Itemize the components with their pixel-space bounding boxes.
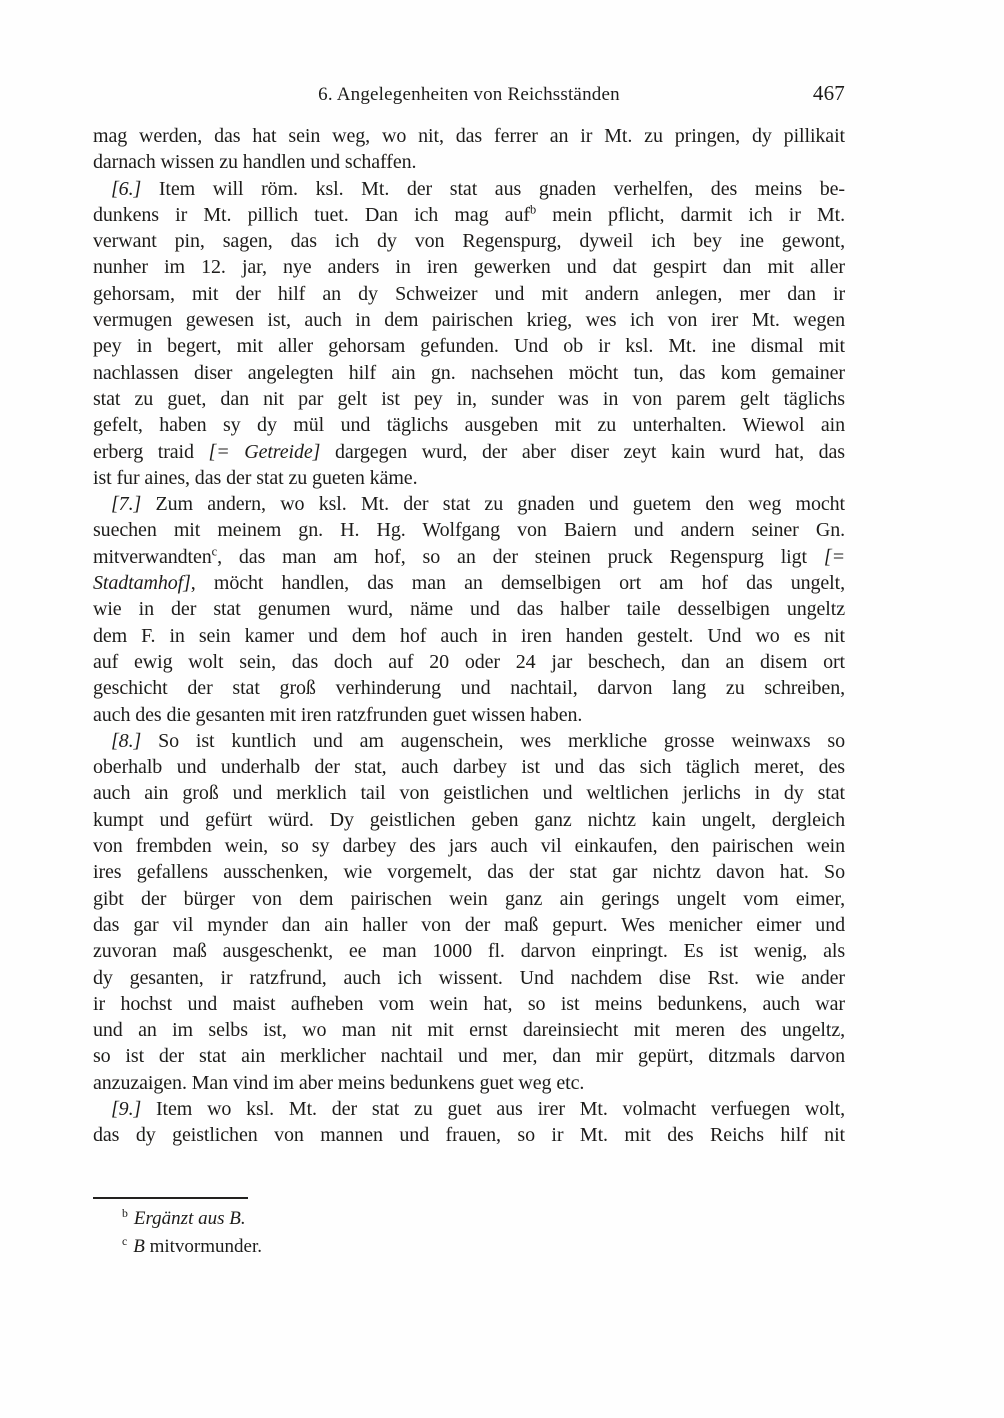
page-number: 467 xyxy=(812,81,845,105)
text-line xyxy=(93,439,845,465)
text-line xyxy=(93,912,845,938)
text-segment: das dy geistlichen von mannen und frauen, so ir Mt. mit des Reichs hilf nit xyxy=(93,1124,845,1147)
text-segment: mein pflicht, darmit ich ir Mt. xyxy=(536,203,845,226)
text-segment: Zum andern, wo ksl. Mt. der stat zu gnaden und guetem den weg mocht xyxy=(141,493,845,516)
text-segment: so ist der stat ain merklicher nachtail und mer, dan mir gepürt, ditzmals darvon xyxy=(93,1045,845,1068)
text-line xyxy=(93,176,845,202)
text-line xyxy=(93,675,845,701)
text-segment: oberhalb und underhalb der stat, auch darbey ist und das sich täglich meret, des xyxy=(93,756,845,779)
text-segment: ir hochst und maist aufheben vom wein hat, so ist meins bedunkens, auch war xyxy=(93,992,845,1015)
text-segment: und an im selbs ist, wo man nit mit ernst dareinsiecht mit meren des ungeltz, xyxy=(93,1019,845,1042)
text-segment: nunher im 12. jar, nye anders in iren gewerken und dat gespirt dan mit aller xyxy=(93,256,845,279)
text-line xyxy=(93,965,845,991)
text-segment: dy gesanten, ir ratzfrund, auch ich wissent. Und nachdem dise Rst. wie ander xyxy=(93,966,845,989)
text-line xyxy=(93,1096,845,1122)
text-line xyxy=(93,517,845,543)
text-line xyxy=(93,333,845,359)
footnote-reference: c xyxy=(211,544,218,559)
text-segment: vermugen gewesen ist, auch in dem pairischen krieg, wes ich von irer Mt. wegen xyxy=(93,309,845,332)
text-segment: auf ewig wolt sein, das doch auf 20 oder 24 jar beschech, dan an disem ort xyxy=(93,650,845,673)
text-block xyxy=(93,81,845,1149)
footnote-reference: b xyxy=(529,202,537,217)
text-line xyxy=(93,570,845,596)
text-segment: [9.] xyxy=(111,1097,142,1120)
text-segment: gehorsam, mit der hilf an dy Schweizer und mit andern anlegen, mer dan ir xyxy=(93,282,845,305)
footnotes xyxy=(93,1197,845,1261)
footnote-rule xyxy=(93,1197,248,1199)
text-segment: Item will röm. ksl. Mt. der stat aus gnaden verhelfen, des meins be- xyxy=(141,177,845,200)
text-segment: suechen mit meinem gn. H. Hg. Wolfgang von Baiern und andern seiner Gn. xyxy=(93,519,845,542)
text-segment: Stadtamhof] xyxy=(93,572,191,595)
text-segment: kumpt und gefürt würd. Dy geistlichen geben ganz nichtz kain ungelt, dergleich xyxy=(93,808,845,831)
footnote-marker: b xyxy=(122,1206,128,1220)
text-line xyxy=(93,780,845,806)
text-line xyxy=(93,938,845,964)
text-line xyxy=(93,544,845,570)
footnote-marker: c xyxy=(122,1234,128,1248)
text-segment: dem F. in sein kamer und dem hof auch in iren handen gestelt. Und wo es nit xyxy=(93,624,845,647)
text-line xyxy=(93,1017,845,1043)
text-line xyxy=(93,754,845,780)
text-line xyxy=(93,386,845,412)
text-line xyxy=(93,623,845,649)
text-segment: pey in begert, mit aller gehorsam gefunden. Und ob ir ksl. Mt. ine dismal mit xyxy=(93,335,845,358)
text-line xyxy=(93,596,845,622)
text-segment: wie in der stat genumen wurd, näme und das halber taile desselbigen ungeltz xyxy=(93,598,845,621)
text-line xyxy=(93,886,845,912)
text-segment: ires gefallens ausschenken, wie vorgemelt, das der stat gar nichtz davon hat. So xyxy=(93,861,845,884)
text-line xyxy=(93,281,845,307)
text-segment: So ist kuntlich und am augenschein, wes merkliche grosse weinwaxs so xyxy=(141,729,845,752)
footnote-list xyxy=(93,1205,845,1261)
text-segment: [= xyxy=(823,545,845,568)
text-line xyxy=(93,1070,845,1096)
text-segment: nachlassen diser angelegten hilf ain gn. nachsehen möcht tun, das kom gemainer xyxy=(93,361,845,384)
footnote xyxy=(93,1205,845,1233)
text-line xyxy=(93,1122,845,1148)
text-segment: [= Getreide] xyxy=(208,440,321,463)
text-segment: , das man am hof, so an der steinen pruck Regenspurg ligt xyxy=(217,545,824,568)
text-line xyxy=(93,807,845,833)
text-segment: Ergänzt aus B. xyxy=(133,1208,246,1229)
text-line xyxy=(93,491,845,517)
text-segment: darnach wissen zu handlen und schaffen. xyxy=(93,151,417,174)
text-segment: verwant pin, sagen, das ich dy von Regenspurg, dyweil ich bey ine gewont, xyxy=(93,230,845,253)
text-segment: gefelt, haben sy dy mül und täglichs ausgeben mit zu unterhalten. Wiewol ain xyxy=(93,414,845,437)
text-segment: mag werden, das hat sein weg, wo nit, das ferrer an ir Mt. zu pringen, dy pillikait xyxy=(93,125,845,147)
text-line xyxy=(93,728,845,754)
text-line xyxy=(93,465,845,491)
text-line xyxy=(93,149,845,175)
text-segment: das gar vil mynder dan ain haller von der maß gepurt. Wes menicher eimer und xyxy=(93,913,845,936)
text-segment: [8.] xyxy=(111,729,142,752)
text-line xyxy=(93,833,845,859)
text-segment: dargegen wurd, der aber diser zeyt kain wurd hat, das xyxy=(320,440,845,463)
text-line xyxy=(93,702,845,728)
text-line xyxy=(93,412,845,438)
text-line xyxy=(93,649,845,675)
text-segment: Item wo ksl. Mt. der stat zu guet aus irer Mt. volmacht verfuegen wolt, xyxy=(141,1097,845,1120)
text-segment: zuvoran maß ausgeschenkt, ee man 1000 fl. darvon einpringt. Es ist wenig, als xyxy=(93,940,845,963)
text-line xyxy=(93,228,845,254)
text-segment: [6.] xyxy=(111,177,142,200)
text-segment: von frembden wein, so sy darbey des jars auch vil einkaufen, den pairischen wein xyxy=(93,835,845,858)
text-line xyxy=(93,202,845,228)
text-line xyxy=(93,1043,845,1069)
footnote xyxy=(93,1233,845,1261)
text-segment: B xyxy=(133,1236,145,1257)
text-line xyxy=(93,123,845,149)
body-text xyxy=(93,123,845,1149)
text-segment: auch ain groß und merklich tail von geistlichen und weltlichen jerlichs in dy stat xyxy=(93,782,845,805)
text-segment: erberg traid xyxy=(93,440,209,463)
text-line xyxy=(93,254,845,280)
text-line xyxy=(93,307,845,333)
text-line xyxy=(93,991,845,1017)
text-segment: auch des die gesanten mit iren ratzfrunden guet wissen haben. xyxy=(93,703,583,726)
text-segment: [7.] xyxy=(111,493,142,516)
text-segment: , möcht handlen, das man an demselbigen ort am hof das ungelt, xyxy=(190,572,845,595)
text-segment: ist fur aines, das der stat zu gueten käme. xyxy=(93,466,418,489)
text-segment: stat zu guet, dan nit par gelt ist pey in, sunder was in von parem gelt täglichs xyxy=(93,387,845,410)
text-segment: dunkens ir Mt. pillich tuet. Dan ich mag auf xyxy=(93,203,530,226)
text-line xyxy=(93,360,845,386)
text-segment: mitvormunder. xyxy=(144,1236,262,1257)
running-header xyxy=(93,81,845,106)
text-line xyxy=(93,859,845,885)
text-segment: geschicht der stat groß verhinderung und nachtail, darvon lang zu schreiben, xyxy=(93,677,845,700)
text-segment: mitverwandten xyxy=(93,545,212,568)
text-segment: anzuzaigen. Man vind im aber meins bedunkens guet weg etc. xyxy=(93,1071,585,1094)
text-segment: gibt der bürger von dem pairischen wein ganz ain gerings ungelt vom eimer, xyxy=(93,887,845,910)
section-heading: 6. Angelegenheiten von Reichsständen xyxy=(318,84,620,105)
